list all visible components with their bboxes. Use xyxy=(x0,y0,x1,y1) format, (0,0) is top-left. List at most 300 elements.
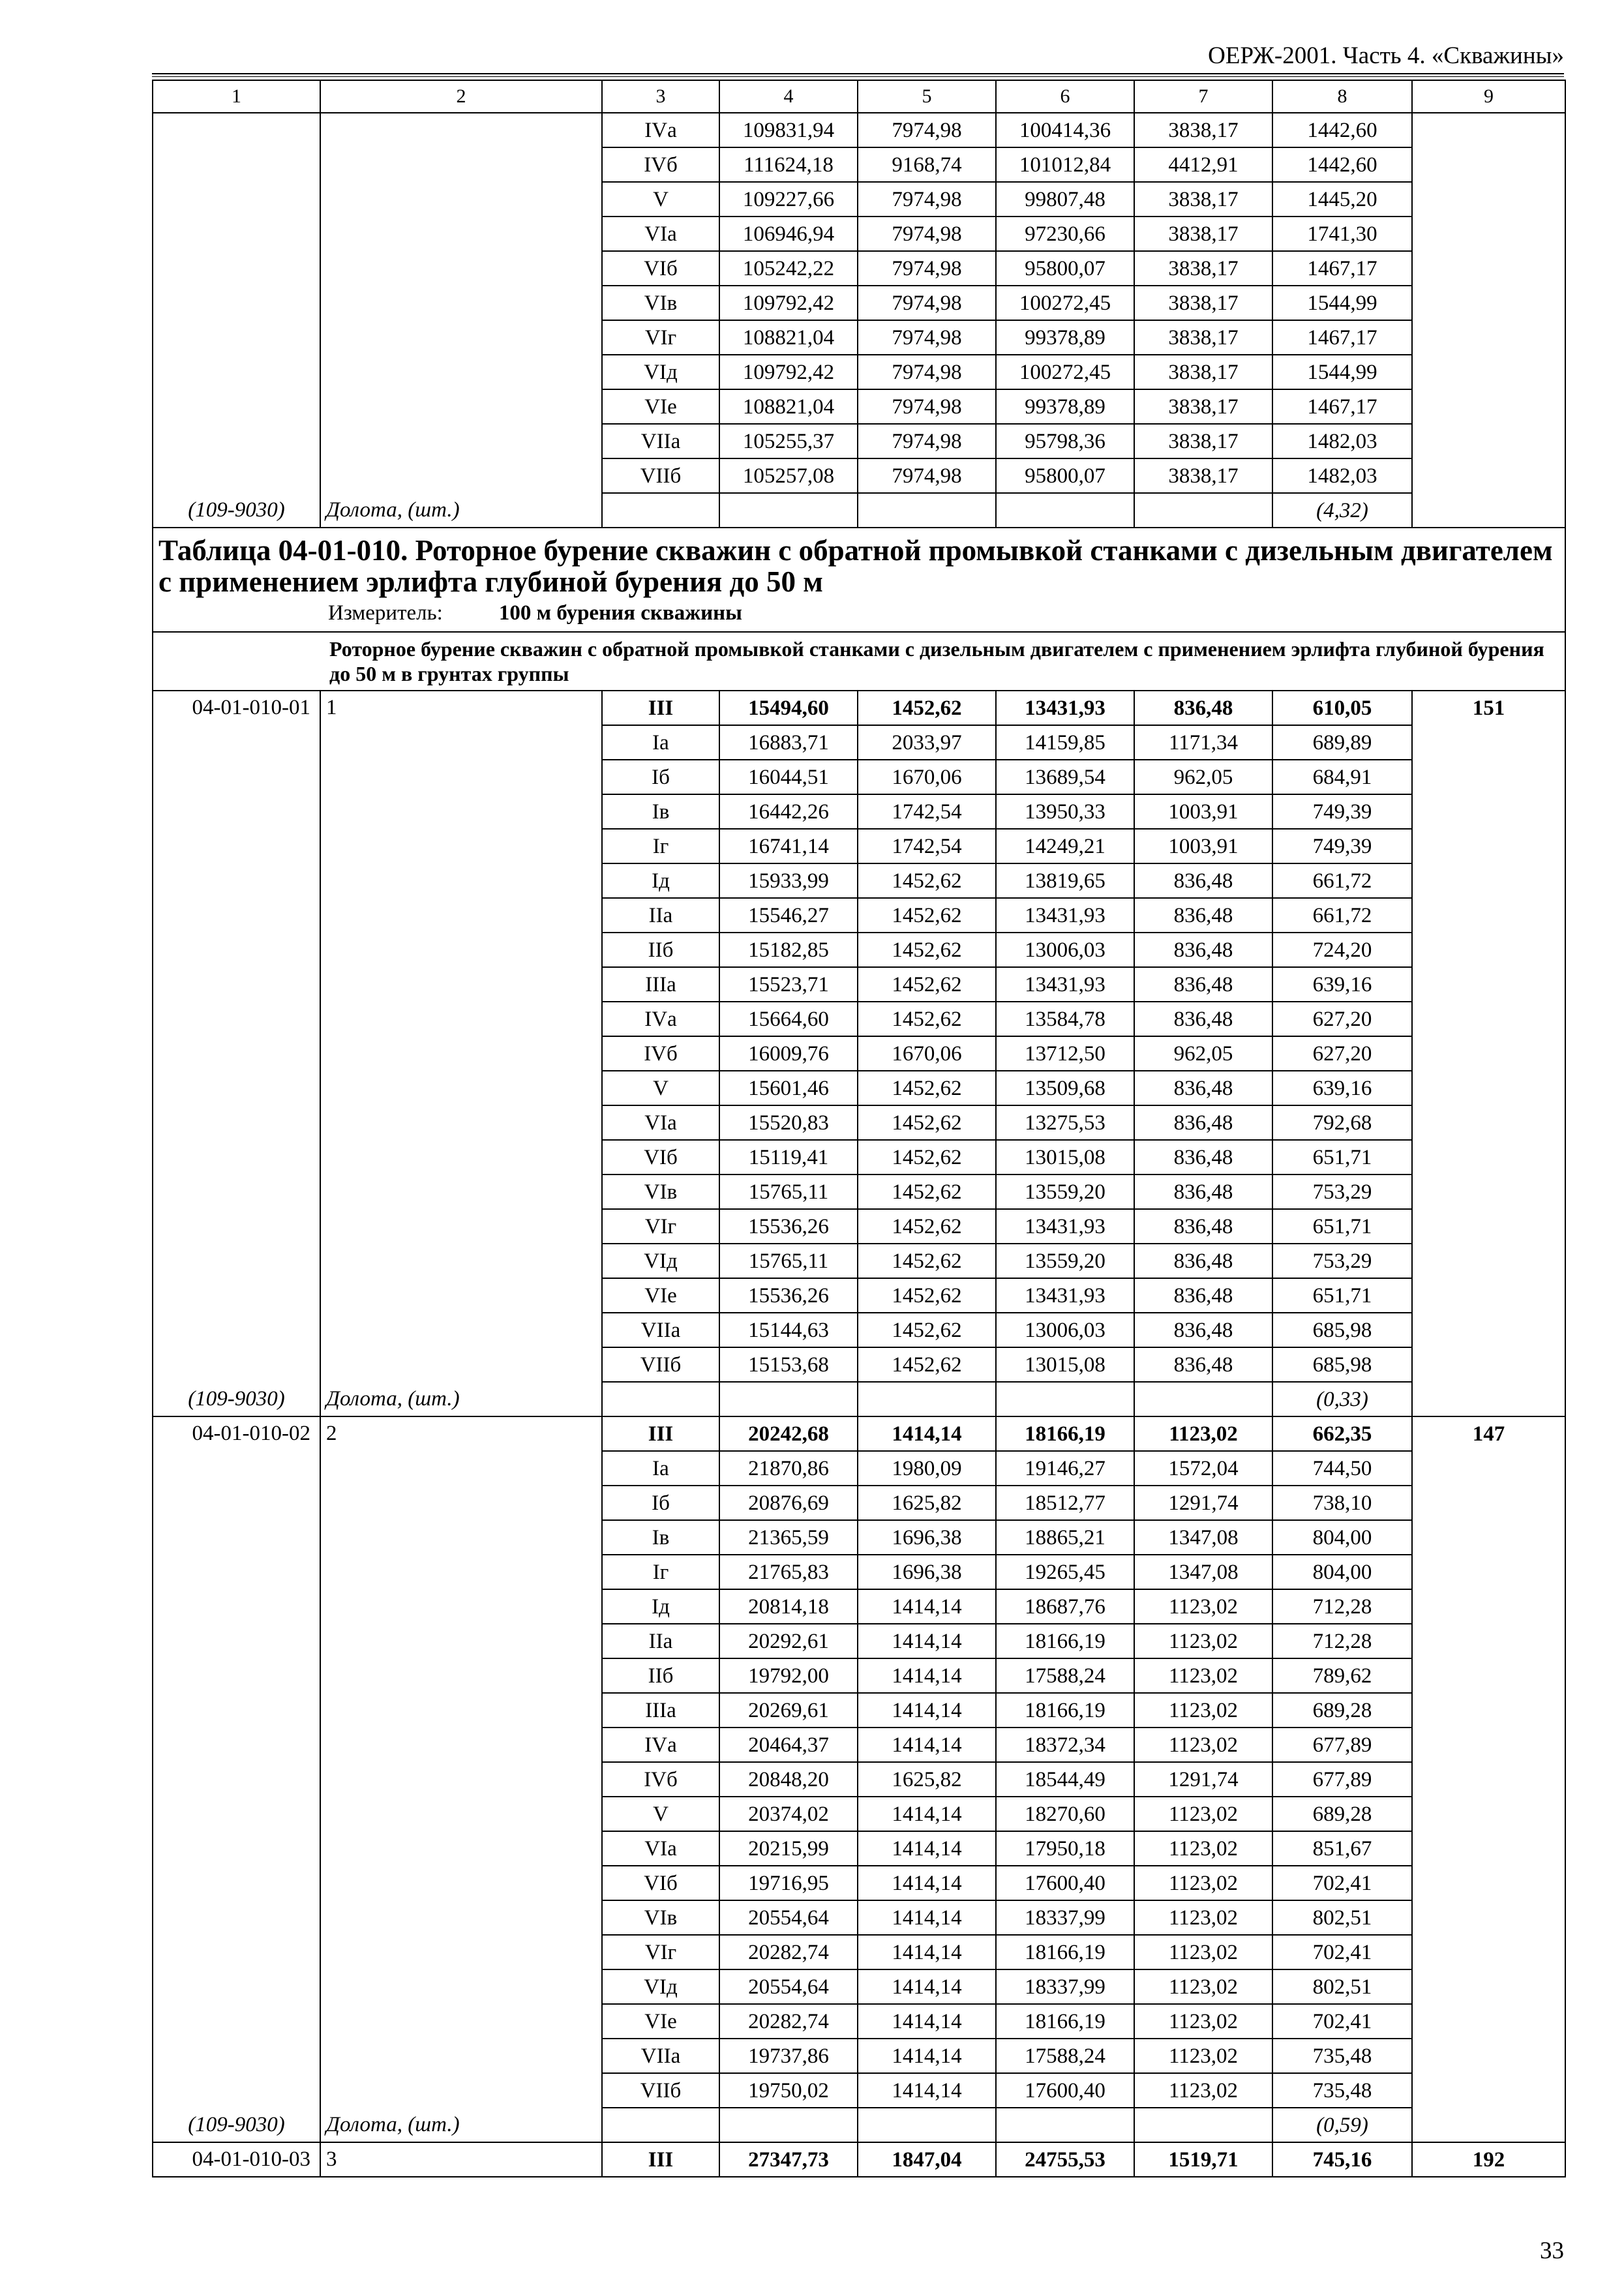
soil-group-cell: IIIа xyxy=(602,967,719,1002)
soil-group-cell: VIв xyxy=(602,1900,719,1935)
value-cell: 18166,19 xyxy=(996,2004,1134,2039)
value-cell: 2033,97 xyxy=(858,725,996,760)
price-table xyxy=(152,80,1566,2177)
extra-cell xyxy=(1412,286,1565,320)
extra-cell xyxy=(1412,1831,1565,1866)
value-cell: 15182,85 xyxy=(719,933,858,967)
column-header: 1 xyxy=(153,80,320,113)
order-cell xyxy=(320,1174,602,1209)
value-cell: 1291,74 xyxy=(1134,1762,1272,1797)
value-cell: 15765,11 xyxy=(719,1244,858,1278)
value-cell: 712,28 xyxy=(1272,1624,1412,1658)
code-cell xyxy=(153,251,320,286)
value-cell: 1123,02 xyxy=(1134,1624,1272,1658)
order-cell xyxy=(320,1486,602,1520)
soil-group-cell: VIIа xyxy=(602,424,719,458)
value-cell: 836,48 xyxy=(1134,1347,1272,1382)
code-cell xyxy=(153,2039,320,2073)
soil-group-cell: IVб xyxy=(602,1036,719,1071)
value-cell: 106946,94 xyxy=(719,217,858,251)
value-cell: 1414,14 xyxy=(858,1969,996,2004)
value-cell: 1544,99 xyxy=(1272,286,1412,320)
soil-group-cell: IVб xyxy=(602,1762,719,1797)
value-cell: 20242,68 xyxy=(719,1416,858,1451)
value-cell: 836,48 xyxy=(1134,1174,1272,1209)
table-row xyxy=(153,1451,1565,1486)
column-header-row xyxy=(153,80,1565,113)
extra-cell xyxy=(1412,147,1565,182)
value-cell: 1123,02 xyxy=(1134,1589,1272,1624)
value-cell: 1452,62 xyxy=(858,1140,996,1174)
value-cell: 111624,18 xyxy=(719,147,858,182)
value-cell: 1445,20 xyxy=(1272,182,1412,217)
value-cell: 1442,60 xyxy=(1272,113,1412,147)
empty-cell xyxy=(996,493,1134,528)
order-cell xyxy=(320,1866,602,1900)
value-cell: 1452,62 xyxy=(858,933,996,967)
order-cell xyxy=(320,1278,602,1313)
soil-group-cell: Iа xyxy=(602,725,719,760)
extra-cell xyxy=(1412,1347,1565,1382)
code-cell xyxy=(153,1451,320,1486)
soil-group-cell: Iд xyxy=(602,1589,719,1624)
soil-group-cell: Iб xyxy=(602,760,719,794)
table-row xyxy=(153,1866,1565,1900)
value-cell: 13431,93 xyxy=(996,898,1134,933)
value-cell: 13584,78 xyxy=(996,1002,1134,1036)
order-cell xyxy=(320,182,602,217)
value-cell: 1414,14 xyxy=(858,1658,996,1693)
extra-cell xyxy=(1412,1382,1565,1416)
table-row xyxy=(153,1416,1565,1451)
value-cell: 1452,62 xyxy=(858,1244,996,1278)
table-row xyxy=(153,1969,1565,2004)
header-rule xyxy=(152,73,1564,74)
table-row xyxy=(153,760,1565,794)
value-cell: 1414,14 xyxy=(858,1693,996,1728)
value-cell: 95798,36 xyxy=(996,424,1134,458)
table-row xyxy=(153,182,1565,217)
column-header: 4 xyxy=(719,80,858,113)
order-cell xyxy=(320,1969,602,2004)
order-cell xyxy=(320,1347,602,1382)
bit-row xyxy=(153,1382,1565,1416)
value-cell: 1696,38 xyxy=(858,1555,996,1589)
value-cell: 1414,14 xyxy=(858,2039,996,2073)
value-cell: 1452,62 xyxy=(858,691,996,725)
code-cell xyxy=(153,1140,320,1174)
code-cell xyxy=(153,1831,320,1866)
extra-cell: 192 xyxy=(1412,2142,1565,2177)
description-row xyxy=(153,632,1565,691)
value-cell: 1414,14 xyxy=(858,1935,996,1969)
soil-group-cell: VIа xyxy=(602,217,719,251)
value-cell: 702,41 xyxy=(1272,1866,1412,1900)
value-cell: 100272,45 xyxy=(996,355,1134,389)
extra-cell xyxy=(1412,863,1565,898)
order-cell xyxy=(320,147,602,182)
table-row xyxy=(153,355,1565,389)
extra-cell xyxy=(1412,113,1565,147)
bit-value: (0,33) xyxy=(1272,1382,1412,1416)
code-cell xyxy=(153,1520,320,1555)
soil-group-cell: IVа xyxy=(602,1002,719,1036)
value-cell: 7974,98 xyxy=(858,113,996,147)
order-cell xyxy=(320,1244,602,1278)
order-cell xyxy=(320,967,602,1002)
bit-code: (109-9030) xyxy=(153,2108,320,2142)
value-cell: 1003,91 xyxy=(1134,794,1272,829)
table-row xyxy=(153,1486,1565,1520)
value-cell: 14159,85 xyxy=(996,725,1134,760)
soil-group-cell: III xyxy=(602,1416,719,1451)
value-cell: 20554,64 xyxy=(719,1969,858,2004)
value-cell: 20876,69 xyxy=(719,1486,858,1520)
extra-cell xyxy=(1412,1555,1565,1589)
code-cell xyxy=(153,182,320,217)
soil-group-cell: Iг xyxy=(602,829,719,863)
value-cell: 109831,94 xyxy=(719,113,858,147)
value-cell: 108821,04 xyxy=(719,320,858,355)
value-cell: 108821,04 xyxy=(719,389,858,424)
code-cell xyxy=(153,863,320,898)
code-cell xyxy=(153,2073,320,2108)
soil-group-cell: VIе xyxy=(602,389,719,424)
value-cell: 21870,86 xyxy=(719,1451,858,1486)
soil-group-cell: IVа xyxy=(602,1728,719,1762)
value-cell: 1123,02 xyxy=(1134,1831,1272,1866)
code-cell xyxy=(153,1797,320,1831)
value-cell: 3838,17 xyxy=(1134,389,1272,424)
bit-name: Долота, (шт.) xyxy=(320,1382,602,1416)
empty-cell xyxy=(996,1382,1134,1416)
value-cell: 15119,41 xyxy=(719,1140,858,1174)
soil-group-cell: III xyxy=(602,691,719,725)
measure-value: 100 м бурения скважины xyxy=(498,601,742,625)
order-cell xyxy=(320,829,602,863)
value-cell: 13950,33 xyxy=(996,794,1134,829)
value-cell: 836,48 xyxy=(1134,933,1272,967)
order-cell xyxy=(320,1762,602,1797)
value-cell: 1519,71 xyxy=(1134,2142,1272,2177)
extra-cell xyxy=(1412,1244,1565,1278)
value-cell: 789,62 xyxy=(1272,1658,1412,1693)
code-cell xyxy=(153,933,320,967)
extra-cell xyxy=(1412,2039,1565,2073)
value-cell: 4412,91 xyxy=(1134,147,1272,182)
code-cell xyxy=(153,1935,320,1969)
value-cell: 13819,65 xyxy=(996,863,1134,898)
order-cell xyxy=(320,1105,602,1140)
table-row xyxy=(153,1693,1565,1728)
value-cell: 7974,98 xyxy=(858,424,996,458)
table-row xyxy=(153,1762,1565,1797)
value-cell: 3838,17 xyxy=(1134,182,1272,217)
soil-group-cell: VIг xyxy=(602,1209,719,1244)
order-cell xyxy=(320,1036,602,1071)
empty-cell xyxy=(1134,1382,1272,1416)
extra-cell xyxy=(1412,1486,1565,1520)
extra-cell xyxy=(1412,1728,1565,1762)
extra-cell xyxy=(1412,760,1565,794)
value-cell: 13006,03 xyxy=(996,1313,1134,1347)
value-cell: 20292,61 xyxy=(719,1624,858,1658)
value-cell: 13712,50 xyxy=(996,1036,1134,1071)
value-cell: 16009,76 xyxy=(719,1036,858,1071)
order-cell xyxy=(320,458,602,493)
value-cell: 661,72 xyxy=(1272,863,1412,898)
value-cell: 3838,17 xyxy=(1134,458,1272,493)
order-cell: 2 xyxy=(320,1416,602,1451)
value-cell: 19792,00 xyxy=(719,1658,858,1693)
order-cell xyxy=(320,1451,602,1486)
table-row xyxy=(153,2004,1565,2039)
value-cell: 105257,08 xyxy=(719,458,858,493)
extra-cell xyxy=(1412,1451,1565,1486)
value-cell: 651,71 xyxy=(1272,1209,1412,1244)
value-cell: 836,48 xyxy=(1134,691,1272,725)
extra-cell xyxy=(1412,355,1565,389)
code-cell: 04-01-010-02 xyxy=(153,1416,320,1451)
extra-cell xyxy=(1412,967,1565,1002)
extra-cell xyxy=(1412,424,1565,458)
value-cell: 1544,99 xyxy=(1272,355,1412,389)
table-row xyxy=(153,1555,1565,1589)
code-cell xyxy=(153,1900,320,1935)
value-cell: 639,16 xyxy=(1272,1071,1412,1105)
table-row xyxy=(153,1071,1565,1105)
value-cell: 7974,98 xyxy=(858,355,996,389)
code-cell xyxy=(153,355,320,389)
column-header: 9 xyxy=(1412,80,1565,113)
order-cell xyxy=(320,1728,602,1762)
extra-cell xyxy=(1412,1900,1565,1935)
value-cell: 836,48 xyxy=(1134,1244,1272,1278)
order-cell xyxy=(320,1209,602,1244)
value-cell: 639,16 xyxy=(1272,967,1412,1002)
bit-name: Долота, (шт.) xyxy=(320,493,602,528)
soil-group-cell: III xyxy=(602,2142,719,2177)
bit-row xyxy=(153,2108,1565,2142)
code-cell xyxy=(153,967,320,1002)
value-cell: 1123,02 xyxy=(1134,1866,1272,1900)
soil-group-cell: VIIа xyxy=(602,1313,719,1347)
value-cell: 13431,93 xyxy=(996,1209,1134,1244)
measure-line xyxy=(328,597,1559,629)
soil-group-cell: VIа xyxy=(602,1831,719,1866)
value-cell: 1452,62 xyxy=(858,1002,996,1036)
order-cell xyxy=(320,725,602,760)
measure-label: Измеритель: xyxy=(328,601,443,625)
empty-cell xyxy=(858,2108,996,2142)
code-cell xyxy=(153,1347,320,1382)
value-cell: 684,91 xyxy=(1272,760,1412,794)
soil-group-cell: VIб xyxy=(602,1866,719,1900)
value-cell: 18865,21 xyxy=(996,1520,1134,1555)
order-cell xyxy=(320,217,602,251)
value-cell: 685,98 xyxy=(1272,1347,1412,1382)
value-cell: 735,48 xyxy=(1272,2039,1412,2073)
code-cell xyxy=(153,389,320,424)
extra-cell xyxy=(1412,1797,1565,1831)
code-cell xyxy=(153,458,320,493)
soil-group-cell: IVа xyxy=(602,113,719,147)
table-row xyxy=(153,1658,1565,1693)
code-cell xyxy=(153,1036,320,1071)
order-cell xyxy=(320,113,602,147)
value-cell: 9168,74 xyxy=(858,147,996,182)
order-cell xyxy=(320,1797,602,1831)
code-cell xyxy=(153,1555,320,1589)
table-row xyxy=(153,424,1565,458)
empty-cell xyxy=(719,2108,858,2142)
soil-group-cell: V xyxy=(602,1797,719,1831)
value-cell: 1452,62 xyxy=(858,863,996,898)
code-cell xyxy=(153,1658,320,1693)
empty-cell xyxy=(602,2108,719,2142)
order-cell xyxy=(320,760,602,794)
table-row xyxy=(153,1002,1565,1036)
order-cell xyxy=(320,794,602,829)
code-cell xyxy=(153,1313,320,1347)
value-cell: 1414,14 xyxy=(858,2004,996,2039)
table-row xyxy=(153,2039,1565,2073)
code-cell xyxy=(153,320,320,355)
value-cell: 13559,20 xyxy=(996,1174,1134,1209)
value-cell: 20374,02 xyxy=(719,1797,858,1831)
bit-code: (109-9030) xyxy=(153,1382,320,1416)
extra-cell xyxy=(1412,320,1565,355)
code-cell xyxy=(153,898,320,933)
value-cell: 851,67 xyxy=(1272,1831,1412,1866)
table-row xyxy=(153,1900,1565,1935)
order-cell xyxy=(320,933,602,967)
value-cell: 1123,02 xyxy=(1134,2039,1272,2073)
empty-cell xyxy=(719,1382,858,1416)
soil-group-cell: VIа xyxy=(602,1105,719,1140)
value-cell: 689,89 xyxy=(1272,725,1412,760)
value-cell: 1452,62 xyxy=(858,1347,996,1382)
order-cell xyxy=(320,2004,602,2039)
value-cell: 18372,34 xyxy=(996,1728,1134,1762)
table-row xyxy=(153,933,1565,967)
value-cell: 20464,37 xyxy=(719,1728,858,1762)
value-cell: 18166,19 xyxy=(996,1693,1134,1728)
value-cell: 610,05 xyxy=(1272,691,1412,725)
table-row xyxy=(153,1624,1565,1658)
value-cell: 836,48 xyxy=(1134,1105,1272,1140)
value-cell: 1742,54 xyxy=(858,794,996,829)
value-cell: 99378,89 xyxy=(996,389,1134,424)
code-cell xyxy=(153,829,320,863)
value-cell: 1452,62 xyxy=(858,1105,996,1140)
soil-group-cell: VIд xyxy=(602,1244,719,1278)
value-cell: 962,05 xyxy=(1134,760,1272,794)
value-cell: 19750,02 xyxy=(719,2073,858,2108)
extra-cell xyxy=(1412,1209,1565,1244)
value-cell: 1123,02 xyxy=(1134,1935,1272,1969)
empty-cell xyxy=(1134,493,1272,528)
code-cell xyxy=(153,760,320,794)
order-cell xyxy=(320,424,602,458)
order-cell xyxy=(320,1693,602,1728)
value-cell: 1467,17 xyxy=(1272,251,1412,286)
value-cell: 18544,49 xyxy=(996,1762,1134,1797)
value-cell: 13431,93 xyxy=(996,1278,1134,1313)
page-number: 33 xyxy=(1540,2237,1564,2264)
extra-cell xyxy=(1412,725,1565,760)
code-cell xyxy=(153,1002,320,1036)
soil-group-cell: VIб xyxy=(602,251,719,286)
code-cell xyxy=(153,1624,320,1658)
empty-cell xyxy=(858,493,996,528)
value-cell: 1467,17 xyxy=(1272,389,1412,424)
value-cell: 101012,84 xyxy=(996,147,1134,182)
value-cell: 1123,02 xyxy=(1134,1658,1272,1693)
table-row xyxy=(153,320,1565,355)
value-cell: 109227,66 xyxy=(719,182,858,217)
soil-group-cell: VIIб xyxy=(602,2073,719,2108)
order-cell xyxy=(320,1935,602,1969)
value-cell: 1847,04 xyxy=(858,2142,996,2177)
value-cell: 689,28 xyxy=(1272,1797,1412,1831)
code-cell xyxy=(153,113,320,147)
value-cell: 1414,14 xyxy=(858,1589,996,1624)
value-cell: 17950,18 xyxy=(996,1831,1134,1866)
value-cell: 677,89 xyxy=(1272,1728,1412,1762)
table-row xyxy=(153,1728,1565,1762)
table-row xyxy=(153,1935,1565,1969)
value-cell: 1003,91 xyxy=(1134,829,1272,863)
soil-group-cell: IIа xyxy=(602,898,719,933)
value-cell: 702,41 xyxy=(1272,2004,1412,2039)
value-cell: 15520,83 xyxy=(719,1105,858,1140)
value-cell: 836,48 xyxy=(1134,1140,1272,1174)
soil-group-cell: Iд xyxy=(602,863,719,898)
bit-name: Долота, (шт.) xyxy=(320,2108,602,2142)
extra-cell xyxy=(1412,2108,1565,2142)
value-cell: 18337,99 xyxy=(996,1900,1134,1935)
table-row xyxy=(153,829,1565,863)
value-cell: 1414,14 xyxy=(858,1797,996,1831)
value-cell: 13015,08 xyxy=(996,1347,1134,1382)
soil-group-cell: IIб xyxy=(602,933,719,967)
order-cell xyxy=(320,2039,602,2073)
value-cell: 15153,68 xyxy=(719,1347,858,1382)
value-cell: 753,29 xyxy=(1272,1244,1412,1278)
extra-cell xyxy=(1412,1140,1565,1174)
value-cell: 1452,62 xyxy=(858,898,996,933)
value-cell: 13559,20 xyxy=(996,1244,1134,1278)
order-cell xyxy=(320,286,602,320)
column-header: 3 xyxy=(602,80,719,113)
value-cell: 15664,60 xyxy=(719,1002,858,1036)
value-cell: 100414,36 xyxy=(996,113,1134,147)
extra-cell xyxy=(1412,898,1565,933)
value-cell: 15144,63 xyxy=(719,1313,858,1347)
value-cell: 1291,74 xyxy=(1134,1486,1272,1520)
extra-cell xyxy=(1412,389,1565,424)
value-cell: 7974,98 xyxy=(858,182,996,217)
value-cell: 804,00 xyxy=(1272,1555,1412,1589)
value-cell: 712,28 xyxy=(1272,1589,1412,1624)
value-cell: 13431,93 xyxy=(996,691,1134,725)
soil-group-cell: Iб xyxy=(602,1486,719,1520)
table-row xyxy=(153,1520,1565,1555)
code-cell xyxy=(153,1589,320,1624)
value-cell: 100272,45 xyxy=(996,286,1134,320)
value-cell: 1482,03 xyxy=(1272,424,1412,458)
